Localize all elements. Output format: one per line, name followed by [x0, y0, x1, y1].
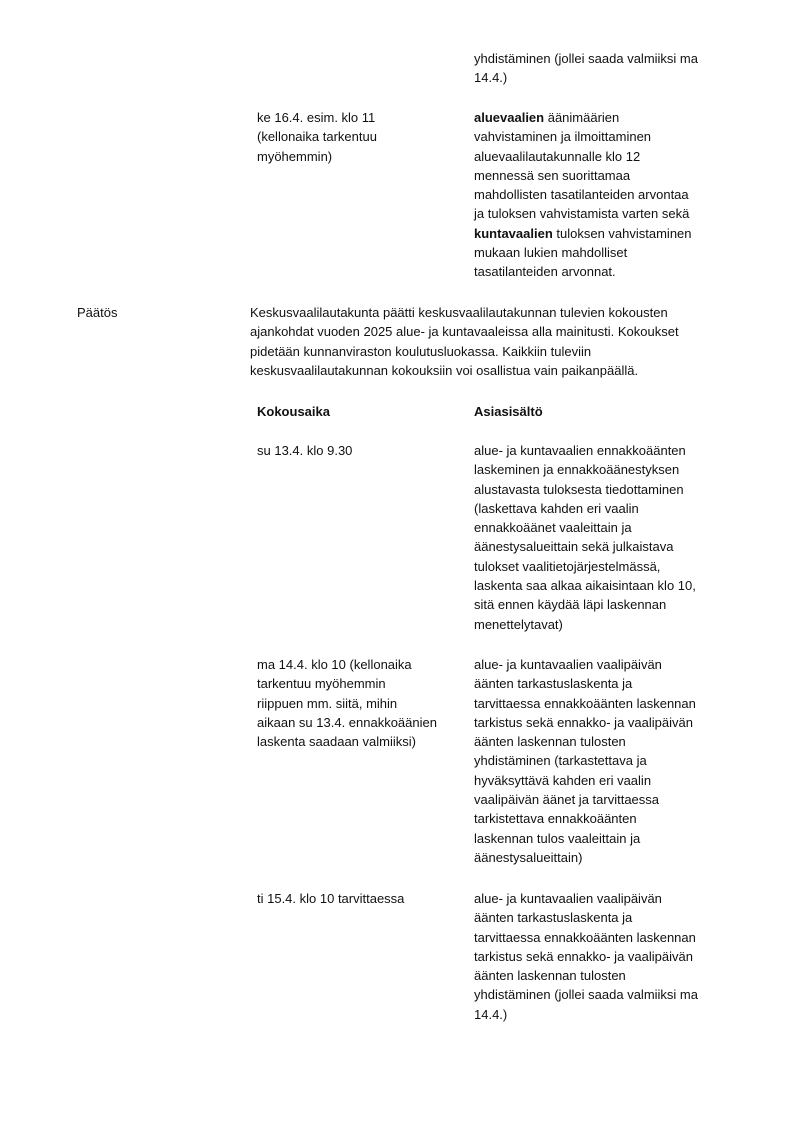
text-line: tasatilanteiden arvonnat. — [474, 264, 616, 280]
text-line: ti 15.4. klo 10 tarvittaessa — [257, 891, 405, 906]
text-line: mukaan lukien mahdolliset — [474, 245, 628, 261]
text-line: 14.4.) — [474, 1006, 508, 1022]
text-line: pidetään kunnanviraston koulutusluokassa. Kaikkiin tuleviin — [250, 343, 592, 359]
text-line: mahdollisten tasatilanteiden arvontaa — [474, 187, 689, 203]
meeting-content-cell — [474, 655, 744, 867]
text-line: laskeminen ja ennakkoäänestyksen — [474, 462, 680, 478]
text-line: ma 14.4. klo 10 (kellonaika — [257, 657, 412, 672]
meeting-time-cell — [257, 889, 467, 908]
text-line: alue- ja kuntavaalien ennakkoäänten — [474, 443, 686, 458]
meeting-content-cell — [474, 441, 744, 634]
text-line: laskennan tulos vaaleittain ja — [474, 830, 641, 846]
text-line — [474, 224, 744, 243]
text-line: tarkistus sekä ennakko- ja vaalipäivän — [474, 948, 693, 964]
text-line: tulokset vaalitietojärjestelmässä, — [474, 558, 661, 574]
text-line: ennakkoäänet vaaleittain ja — [474, 520, 632, 536]
text-line: myöhemmin) — [257, 148, 333, 164]
text-line: alustavasta tuloksesta tiedottaminen — [474, 481, 684, 497]
text-line: Keskusvaalilautakunta päätti keskusvaalilautakunnan tulevien kokousten — [250, 305, 668, 320]
continued-content-cell — [474, 49, 744, 88]
bold-term: kuntavaalien — [474, 225, 553, 241]
text-line: vaalipäivän äänet ja tarvittaessa — [474, 792, 660, 808]
text-fragment: äänimäärien — [544, 110, 620, 125]
bold-term: aluevaalien — [474, 110, 545, 125]
meeting-time-cell — [257, 108, 467, 166]
text-line: yhdistäminen (tarkastettava ja — [474, 753, 647, 769]
text-line: vahvistaminen ja ilmoittaminen — [474, 129, 652, 145]
text-line: yhdistäminen (jollei saada valmiiksi ma — [474, 51, 698, 66]
text-line: sitä ennen käydää läpi laskennan — [474, 597, 667, 613]
header-meeting-time: Kokousaika — [257, 404, 330, 419]
meeting-time-cell — [257, 655, 467, 751]
text-line: tarkistettava ennakkoäänten — [474, 811, 637, 827]
text-line: 14.4.) — [474, 70, 508, 86]
text-line: äänten laskennan tulosten — [474, 968, 626, 984]
text-line: ja tuloksen vahvistamista varten sekä — [474, 206, 690, 222]
text-line: laskenta saadaan valmiiksi) — [257, 734, 416, 750]
decision-paragraph — [250, 303, 745, 380]
text-line: su 13.4. klo 9.30 — [257, 443, 353, 458]
decision-label: Päätös — [77, 305, 118, 320]
text-line: aluevaalilautakunnalle klo 12 — [474, 148, 641, 164]
text-line: tarkistus sekä ennakko- ja vaalipäivän — [474, 714, 693, 730]
text-line: äänten tarkastuslaskenta ja — [474, 676, 633, 692]
text-line: tarvittaessa ennakkoäänten laskennan — [474, 695, 696, 711]
text-line — [474, 108, 744, 127]
text-line: ke 16.4. esim. klo 11 — [257, 110, 376, 125]
text-line: äänten laskennan tulosten — [474, 734, 626, 750]
header-content: Asiasisältö — [474, 404, 543, 419]
text-line: tarvittaessa ennakkoäänten laskennan — [474, 929, 696, 945]
text-line: (kellonaika tarkentuu — [257, 129, 377, 145]
text-line: äänten tarkastuslaskenta ja — [474, 910, 633, 926]
text-line: alue- ja kuntavaalien vaalipäivän — [474, 891, 662, 906]
text-line: yhdistäminen (jollei saada valmiiksi ma — [474, 987, 698, 1003]
text-line: (laskettava kahden eri vaalin — [474, 500, 639, 516]
text-line: aikaan su 13.4. ennakkoäänien — [257, 714, 437, 730]
text-line: laskenta saa alkaa aikaisintaan klo 10, — [474, 578, 696, 594]
meeting-content-cell — [474, 108, 744, 282]
meeting-time-cell — [257, 441, 467, 460]
text-line: mennessä sen suorittamaa — [474, 167, 631, 183]
text-line: riippuen mm. siitä, mihin — [257, 695, 398, 711]
text-line: alue- ja kuntavaalien vaalipäivän — [474, 657, 662, 672]
text-fragment: tuloksen vahvistaminen — [552, 225, 692, 241]
text-line: tarkentuu myöhemmin — [257, 676, 386, 692]
meeting-content-cell — [474, 889, 744, 1024]
text-line: menettelytavat) — [474, 616, 563, 632]
text-line: äänestysalueittain sekä julkaistava — [474, 539, 674, 555]
text-line: ajankohdat vuoden 2025 alue- ja kuntavaaleissa alla mainitusti. Kokoukset — [250, 324, 679, 340]
text-line: keskusvaalilautakunnan kokouksiin voi osallistua vain paikanpäällä. — [250, 362, 639, 378]
text-line: hyväksyttävä kahden eri vaalin — [474, 772, 652, 788]
text-line: äänestysalueittain) — [474, 849, 583, 865]
